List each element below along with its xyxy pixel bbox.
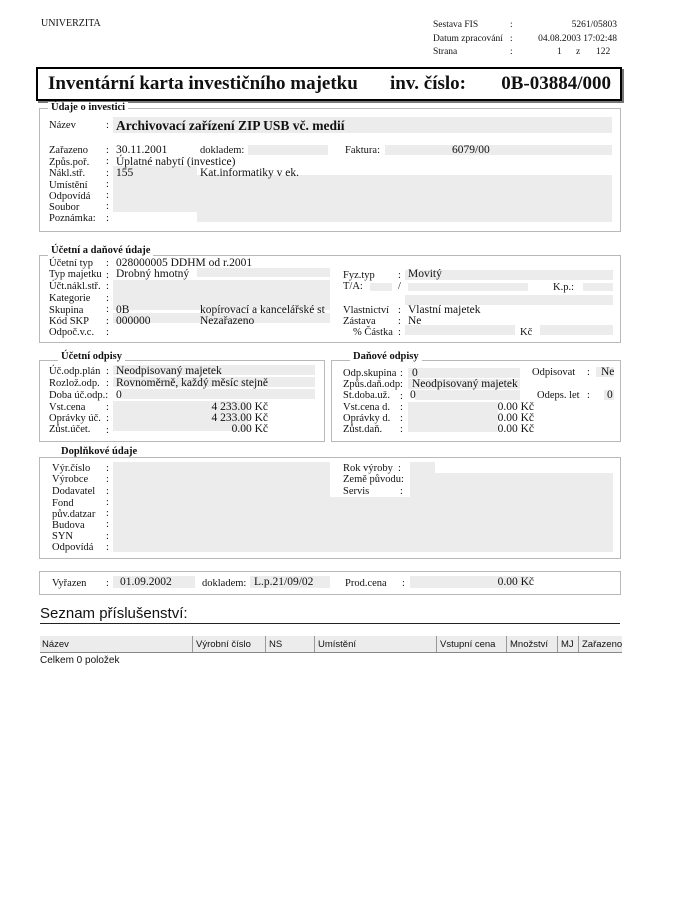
currency: Kč bbox=[520, 327, 533, 338]
university-name: UNIVERZITA bbox=[41, 18, 101, 29]
tax-period: 0 bbox=[410, 389, 416, 401]
depreciate-flag: Ne bbox=[601, 366, 615, 378]
tax-entry-price: 0.00 Kč bbox=[497, 401, 534, 413]
entry-price-label: Vst.cena bbox=[49, 402, 86, 413]
page-title: Inventární karta investičního majetku bbox=[48, 73, 358, 94]
accessories-title: Seznam příslušenství: bbox=[40, 605, 188, 622]
fund-label: Fond bbox=[52, 498, 74, 509]
depreciate-flag-label: Odpisovat bbox=[532, 367, 576, 378]
responsible-label: Odpovídá bbox=[49, 191, 91, 202]
asset-type-label: Typ majetku bbox=[49, 269, 102, 280]
accounting-section-title: Účetní a daňové údaje bbox=[48, 245, 153, 256]
colon: : bbox=[510, 47, 513, 57]
column-header: Množství bbox=[510, 639, 549, 650]
years-depreciated: 0 bbox=[607, 389, 613, 401]
depreciation-plan: Neodpisovaný majetek bbox=[116, 365, 222, 377]
column-header: MJ bbox=[561, 639, 574, 650]
serial-number-label: Výr.číslo bbox=[52, 463, 91, 474]
sale-price-label: Prod.cena bbox=[345, 578, 387, 589]
tax-residual-label: Zůst.daň. bbox=[343, 424, 383, 435]
cost-center-name: Kat.informatiky v ek. bbox=[200, 167, 300, 179]
supplier-label: Dodavatel bbox=[52, 486, 96, 497]
depreciation-period-label: Doba úč.odp.: bbox=[49, 390, 109, 401]
account-type-label: Účetní typ bbox=[49, 258, 94, 269]
manufacturer-label: Výrobce bbox=[52, 474, 89, 485]
ownership-label: Vlastnictví bbox=[343, 305, 390, 316]
additional-section-title: Doplňkové údaje bbox=[58, 446, 140, 457]
document-label: dokladem: bbox=[200, 145, 245, 156]
invoice-number: 6079/00 bbox=[452, 144, 490, 156]
inv-number-label: inv. číslo: bbox=[390, 73, 467, 94]
placed-date-label: Zařazeno bbox=[49, 145, 89, 156]
tax-entry-price-label: Vst.cena d. bbox=[343, 402, 390, 413]
pledge: Ne bbox=[408, 315, 422, 327]
name-label: Název bbox=[49, 120, 76, 131]
acquisition-method: Úplatné nabytí (investice) bbox=[116, 156, 236, 168]
service-label: Servis bbox=[343, 486, 370, 497]
accumulated-depreciation: 4 233.00 Kč bbox=[211, 412, 268, 424]
account-type: 028000005 DDHM od r.2001 bbox=[116, 257, 253, 269]
ownership: Vlastní majetek bbox=[408, 304, 481, 316]
acquisition-label: Způs.poř. bbox=[49, 157, 90, 168]
location-label: Umístění bbox=[49, 180, 88, 191]
group-code: 0B bbox=[116, 304, 130, 316]
page-of: z bbox=[576, 47, 581, 57]
column-header: Název bbox=[42, 639, 69, 650]
tax-depreciation-title: Daňové odpisy bbox=[350, 351, 422, 362]
original-date-label: pův.datzar bbox=[52, 509, 96, 520]
syn-label: SYN bbox=[52, 531, 74, 542]
distribution-label: Rozlož.odp. bbox=[49, 378, 100, 389]
tax-group: 0 bbox=[412, 367, 418, 379]
skp-code-label: Kód SKP bbox=[49, 316, 89, 327]
placed-date: 30.11.2001 bbox=[116, 144, 168, 156]
additional-responsible-label: Odpovídá bbox=[52, 542, 94, 553]
invoice-label: Faktura: bbox=[345, 145, 380, 156]
production-year-label: Rok výroby bbox=[343, 463, 393, 474]
residual-value: 0.00 Kč bbox=[231, 423, 268, 435]
report-number: 5261/05803 bbox=[571, 20, 617, 30]
account-cost-center-label: Účt.nákl.stř. bbox=[49, 281, 101, 292]
depreciation-plan-label: Úč.odp.plán bbox=[49, 366, 101, 377]
column-header: Umístění bbox=[318, 639, 357, 650]
residual-value-label: Zůst.účet. bbox=[49, 424, 91, 435]
ta-label: T/A: bbox=[343, 281, 363, 292]
kp-label: K.p.: bbox=[553, 282, 574, 293]
deductible-vat-label: Odpoč.v.c. bbox=[49, 327, 95, 338]
colon: : bbox=[510, 20, 513, 30]
asset-name: Archivovací zařízení ZIP USB vč. medií bbox=[116, 118, 345, 133]
processing-date: 04.08.2003 17:02:48 bbox=[538, 34, 617, 44]
tax-method-label: Způs.daň.odp bbox=[343, 379, 401, 390]
cost-center: 155 bbox=[116, 167, 134, 179]
sale-price: 0.00 Kč bbox=[497, 576, 534, 588]
accumulated-depreciation-label: Oprávky úč. bbox=[49, 413, 101, 424]
disposal-document-label: dokladem: bbox=[202, 578, 247, 589]
tax-residual: 0.00 Kč bbox=[497, 423, 534, 435]
colon: : bbox=[510, 34, 513, 44]
page-total: 122 bbox=[596, 47, 611, 57]
skp-name: Nezařazeno bbox=[200, 315, 255, 327]
inv-number: 0B-03884/000 bbox=[501, 73, 611, 94]
country-label: Země původu: bbox=[343, 474, 404, 485]
physical-type-label: Fyz.typ bbox=[343, 270, 375, 281]
amount-label: % Částka bbox=[353, 327, 393, 338]
cost-center-label: Nákl.stř. bbox=[49, 168, 86, 179]
distribution: Rovnoměrně, každý měsíc stejně bbox=[116, 377, 269, 389]
entry-price: 4 233.00 Kč bbox=[211, 401, 268, 413]
group-label: Skupina bbox=[49, 305, 84, 316]
skp-code: 000000 bbox=[116, 315, 151, 327]
pledge-label: Zástava bbox=[343, 316, 376, 327]
building-label: Budova bbox=[52, 520, 85, 531]
depreciation-period: 0 bbox=[116, 389, 122, 401]
category-label: Kategorie bbox=[49, 293, 91, 304]
investment-section-title: Údaje o investici bbox=[48, 102, 128, 113]
date-label: Datum zpracování bbox=[433, 34, 503, 44]
tax-accumulated-label: Oprávky d. bbox=[343, 413, 391, 424]
tax-accumulated: 0.00 Kč bbox=[497, 412, 534, 424]
ta-separator: / bbox=[398, 281, 401, 292]
page-label: Strana bbox=[433, 47, 458, 57]
accessories-table-header bbox=[40, 636, 622, 653]
set-label: Soubor bbox=[49, 202, 80, 213]
disposed-label: Vyřazen bbox=[52, 578, 87, 589]
tax-period-label: St.doba.už. bbox=[343, 390, 390, 401]
accessories-divider bbox=[40, 623, 620, 624]
report-label: Sestava FIS bbox=[433, 20, 479, 30]
years-depreciated-label: Odeps. let bbox=[537, 390, 580, 401]
note-label: Poznámka: bbox=[49, 213, 96, 224]
column-header: Vstupní cena bbox=[440, 639, 496, 650]
column-header: NS bbox=[269, 639, 283, 650]
tax-method: Neodpisovaný majetek bbox=[412, 378, 518, 390]
accessories-total: Celkem 0 položek bbox=[40, 655, 120, 666]
asset-type: Drobný hmotný bbox=[116, 268, 190, 280]
accounting-depreciation-title: Účetní odpisy bbox=[58, 351, 125, 362]
column-header: Zařazeno bbox=[582, 639, 623, 650]
group-name: kopírovací a kancelářské st bbox=[200, 305, 325, 316]
disposal-date: 01.09.2002 bbox=[120, 576, 172, 588]
physical-type: Movitý bbox=[408, 268, 442, 280]
page-number: 1 bbox=[557, 47, 562, 57]
tax-group-label: Odp.skupina bbox=[343, 368, 397, 379]
column-header: Výrobní číslo bbox=[196, 639, 251, 650]
disposal-document: L.p.21/09/02 bbox=[254, 576, 314, 588]
